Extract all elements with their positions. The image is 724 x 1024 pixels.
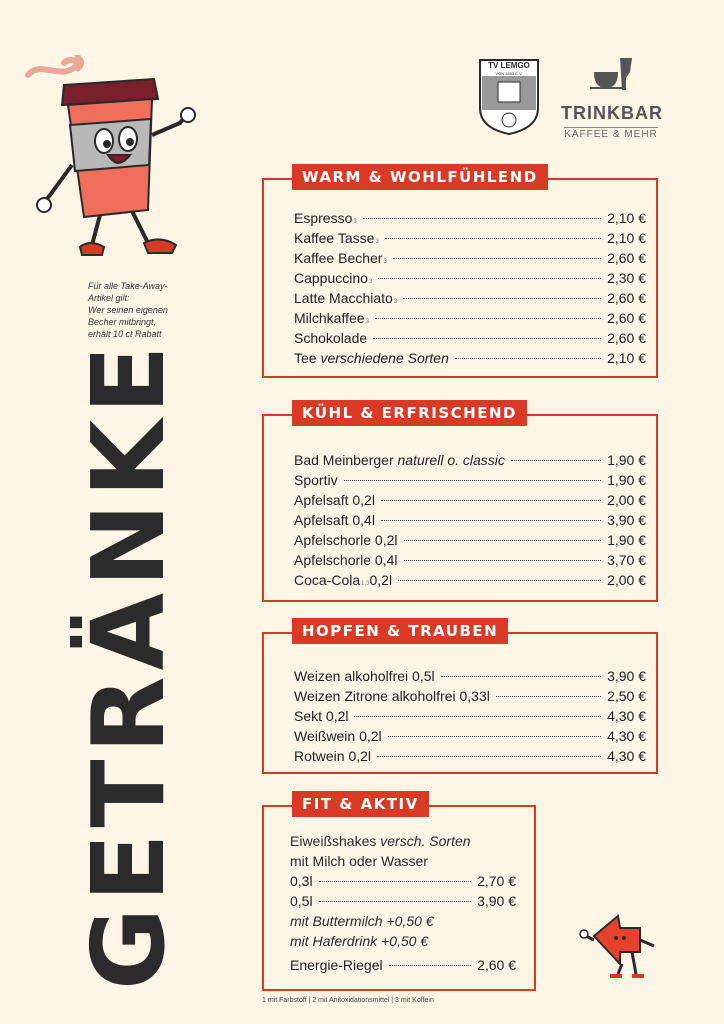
takeaway-note bbox=[88, 280, 198, 340]
item-label: 0,3l bbox=[290, 873, 313, 889]
menu-item bbox=[294, 230, 646, 250]
tv-lemgo-sub: VON 1863 E.V. bbox=[495, 71, 523, 76]
item-label: Kaffee Becher bbox=[294, 250, 383, 266]
item-label: Weizen alkoholfrei 0,5l bbox=[294, 668, 435, 684]
item-label: Weißwein 0,2l bbox=[294, 728, 382, 744]
item-price: 2,70 € bbox=[477, 873, 516, 889]
item-price: 4,30 € bbox=[607, 748, 646, 764]
menu-item bbox=[294, 210, 646, 230]
item-sup: 3 bbox=[375, 239, 379, 245]
extra-option: mit Buttermilch +0,50 € bbox=[290, 913, 434, 929]
item-price: 2,00 € bbox=[607, 492, 646, 508]
item-label: Rotwein 0,2l bbox=[294, 748, 372, 764]
section-title: KÜHL & ERFRISCHEND bbox=[292, 400, 527, 426]
item-label: 0,5l bbox=[290, 893, 313, 909]
menu-item bbox=[294, 452, 646, 472]
menu-item bbox=[294, 310, 646, 330]
section-warm bbox=[262, 168, 658, 378]
item-sup: 3 bbox=[368, 279, 373, 285]
menu-item bbox=[294, 492, 646, 512]
item-price: 2,60 € bbox=[607, 310, 646, 326]
trinkbar-logo bbox=[561, 58, 661, 142]
shake-line bbox=[290, 831, 516, 851]
item-price: 2,60 € bbox=[607, 290, 646, 306]
item-sup: 3 bbox=[393, 299, 398, 305]
item-label: Tee bbox=[294, 350, 317, 366]
item-list bbox=[290, 831, 516, 975]
note-line: erhält 10 ct Rabatt bbox=[88, 329, 162, 339]
item-list bbox=[294, 210, 646, 370]
item-label: Kaffee Tasse bbox=[294, 230, 375, 246]
item-label: Bad Meinberger bbox=[294, 452, 394, 468]
item-label: Schokolade bbox=[294, 330, 368, 346]
note-line: Artikel gilt: bbox=[88, 293, 130, 303]
menu-item bbox=[294, 668, 646, 688]
tv-lemgo-logo bbox=[478, 58, 540, 141]
menu-item bbox=[294, 512, 646, 532]
item-price: 2,30 € bbox=[607, 270, 646, 286]
shake-variant: versch. Sorten bbox=[380, 833, 471, 849]
menu-item bbox=[294, 728, 646, 748]
item-price: 2,10 € bbox=[607, 230, 646, 246]
item-label: Milchkaffee bbox=[294, 310, 365, 326]
item-size: 0,2l bbox=[369, 572, 393, 588]
menu-item bbox=[294, 290, 646, 310]
item-sup: 3 bbox=[353, 219, 357, 225]
item-label: Sekt 0,2l bbox=[294, 708, 349, 724]
item-sup: 3 bbox=[365, 319, 369, 325]
cup-and-glass-icon bbox=[586, 58, 636, 94]
section-fit bbox=[262, 795, 536, 991]
item-price: 3,90 € bbox=[607, 512, 646, 528]
menu-item bbox=[294, 708, 646, 728]
item-price: 4,30 € bbox=[607, 728, 646, 744]
menu-item bbox=[294, 472, 646, 492]
page-title: GETRÄNKE bbox=[70, 339, 187, 990]
menu-item bbox=[294, 552, 646, 572]
item-label: Sportiv bbox=[294, 472, 338, 488]
menu-item bbox=[294, 270, 646, 290]
item-label: Energie-Riegel bbox=[290, 957, 383, 973]
tv-lemgo-name: TV LEMGO bbox=[488, 61, 530, 70]
menu-item bbox=[290, 955, 516, 975]
item-price: 1,90 € bbox=[607, 532, 646, 548]
item-variant: verschiedene Sorten bbox=[320, 350, 449, 366]
extra-option: mit Haferdrink +0,50 € bbox=[290, 933, 429, 949]
shake-label: Eiweißshakes bbox=[290, 833, 377, 849]
item-label: Apfelschorle 0,4l bbox=[294, 552, 398, 568]
item-price: 1,90 € bbox=[607, 452, 646, 468]
section-kuehl bbox=[262, 404, 658, 602]
item-label: Coca-Cola bbox=[294, 572, 361, 588]
item-price: 2,60 € bbox=[607, 330, 646, 346]
menu-item bbox=[294, 350, 646, 370]
menu-item bbox=[294, 748, 646, 768]
item-price: 2,60 € bbox=[607, 250, 646, 266]
item-label: Weizen Zitrone alkoholfrei 0,33l bbox=[294, 688, 490, 704]
item-label: Apfelsaft 0,4l bbox=[294, 512, 375, 528]
footnote: 1 mit Farbstoff | 2 mit Anitoxidationsmittel | 3 mit Koffein bbox=[262, 997, 434, 1004]
item-label: Apfelsaft 0,2l bbox=[294, 492, 375, 508]
menu-item bbox=[294, 532, 646, 552]
item-price: 3,90 € bbox=[607, 668, 646, 684]
note-line: Becher mitbringt, bbox=[88, 317, 157, 327]
arrow-mascot-icon bbox=[578, 912, 664, 987]
section-title: WARM & WOHLFÜHLEND bbox=[292, 164, 548, 190]
item-list bbox=[294, 668, 646, 768]
section-hopfen bbox=[262, 622, 658, 774]
menu-item bbox=[290, 871, 516, 891]
menu-item bbox=[294, 572, 646, 592]
item-price: 1,90 € bbox=[607, 472, 646, 488]
item-variant: naturell o. classic bbox=[397, 452, 505, 468]
item-label: Espresso bbox=[294, 210, 353, 226]
item-label: Apfelschorle 0,2l bbox=[294, 532, 398, 548]
section-title: HOPFEN & TRAUBEN bbox=[292, 618, 508, 644]
coffee-cup-mascot-icon bbox=[20, 55, 200, 280]
item-label: Cappuccino bbox=[294, 270, 368, 286]
menu-item bbox=[294, 250, 646, 270]
item-sup: 1,3 bbox=[361, 581, 370, 587]
item-price: 2,60 € bbox=[477, 957, 516, 973]
trinkbar-name: TRINKBAR bbox=[561, 103, 663, 123]
item-price: 3,90 € bbox=[477, 893, 516, 909]
item-price: 2,00 € bbox=[607, 572, 646, 588]
item-list bbox=[294, 452, 646, 592]
item-price: 4,30 € bbox=[607, 708, 646, 724]
item-price: 2,10 € bbox=[607, 350, 646, 366]
menu-item bbox=[294, 688, 646, 708]
item-price: 2,10 € bbox=[607, 210, 646, 226]
item-sup: 3 bbox=[383, 259, 387, 265]
menu-item bbox=[294, 330, 646, 350]
note-line: Wer seinen eigenen bbox=[88, 305, 168, 315]
menu-item bbox=[290, 891, 516, 911]
item-price: 2,50 € bbox=[607, 688, 646, 704]
item-label: Latte Macchiato bbox=[294, 290, 393, 306]
shake-sub: mit Milch oder Wasser bbox=[290, 853, 428, 869]
note-line: Für alle Take-Away- bbox=[88, 281, 168, 291]
section-title: FIT & AKTIV bbox=[292, 791, 429, 817]
item-price: 3,70 € bbox=[607, 552, 646, 568]
trinkbar-sub: KAFFEE & MEHR bbox=[564, 129, 658, 140]
